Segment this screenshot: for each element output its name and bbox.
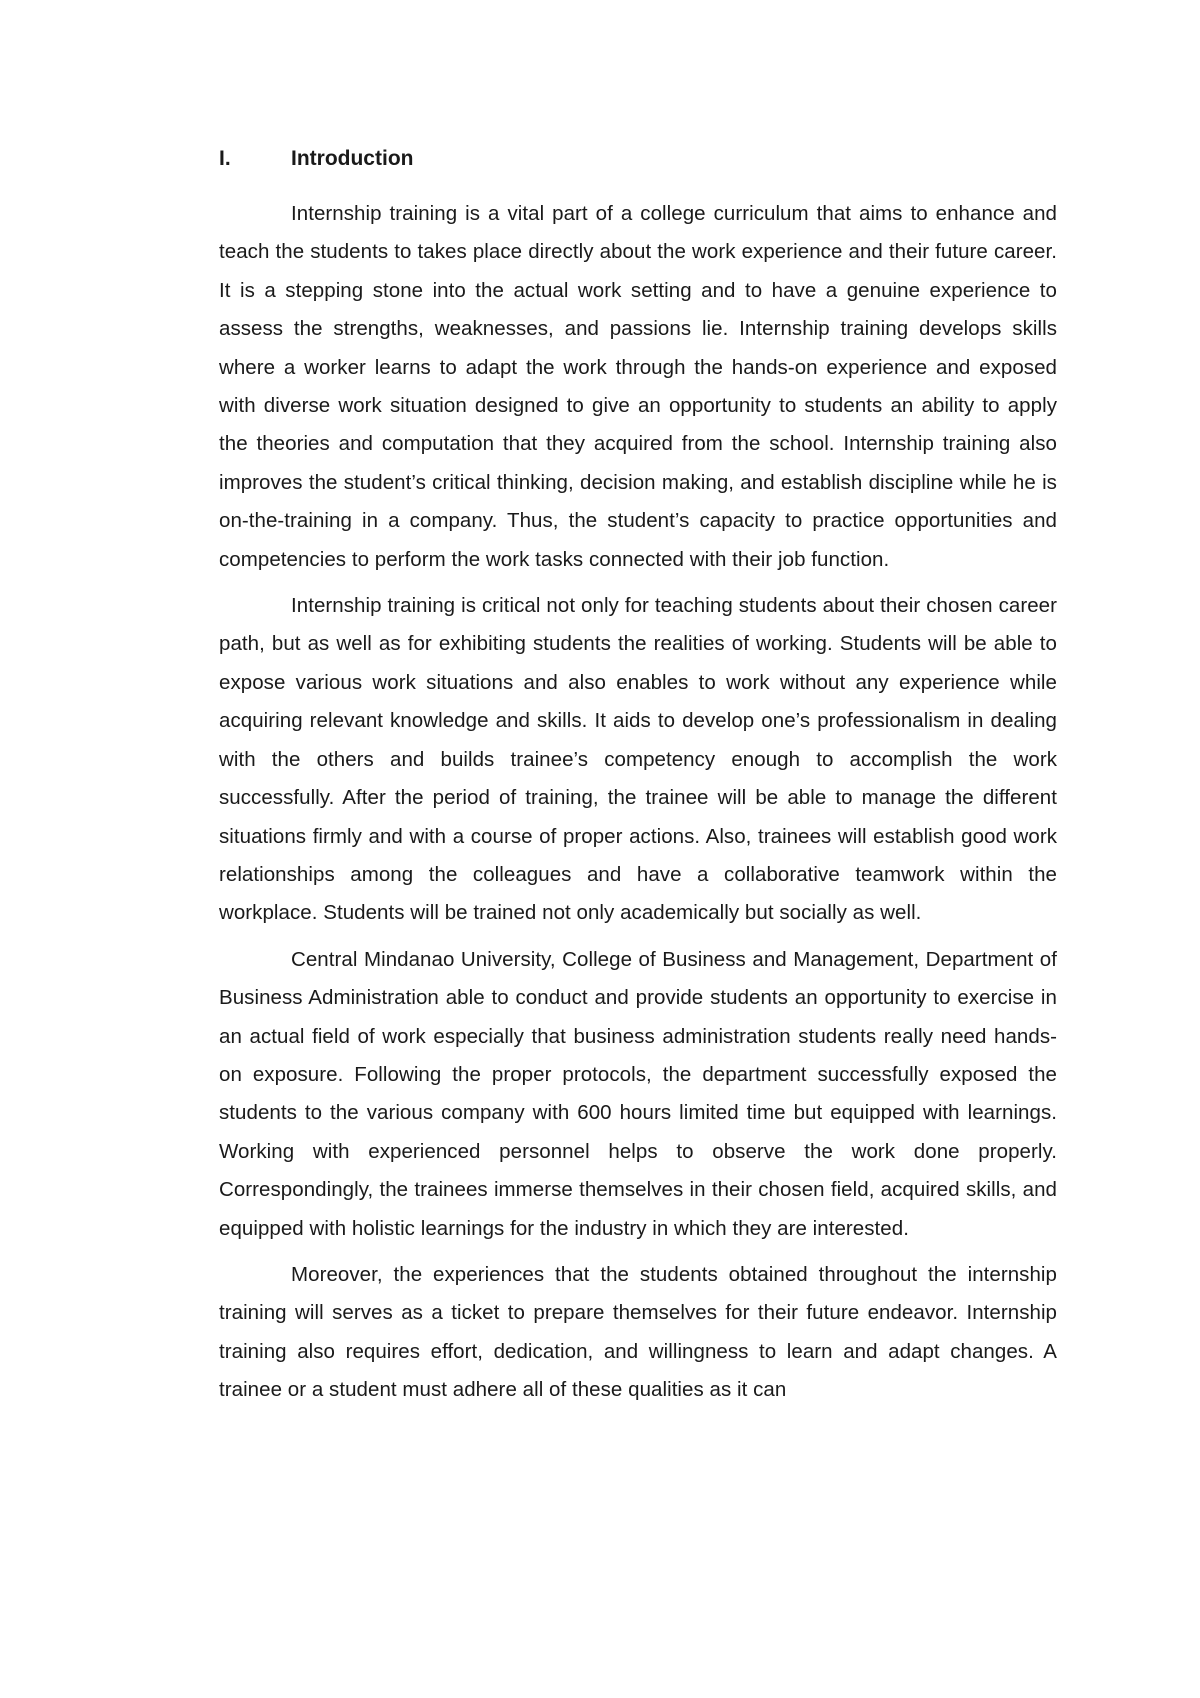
paragraph-3: Central Mindanao University, College of Business and Management, Department of Business Administration able to conduct and provide students an opportunity to exercise in an actual field of work especially that business administration students really need hands-on exposure. Following the proper protocols, the department successfully exposed the students to the various company with 600 hours limited time but equipped with learnings. Working with experienced personnel helps to observe the work done properly. Correspondingly, the trainees immerse themselves in their chosen field, acquired skills, and equipped with holistic learnings for the industry in which they are interested. xyxy=(219,947,1057,1240)
document-body xyxy=(219,140,1057,1418)
paragraph-1: Internship training is a vital part of a college curriculum that aims to enhance and teach the students to takes place directly about the work experience and their future career. It is a stepping stone into the actual work setting and to have a genuine experience to assess the strengths, weaknesses, and passions lie. Internship training develops skills where a worker learns to adapt the work through the hands-on experience and exposed with diverse work situation designed to give an opportunity to students an ability to apply the theories and computation that they acquired from the school. Internship training also improves the student’s critical thinking, decision making, and establish discipline while he is on-the-training in a company. Thus, the student’s capacity to practice opportunities and competencies to perform the work tasks connected with their job function. xyxy=(219,202,1057,571)
section-title: Introduction xyxy=(291,147,414,170)
section-number: I. xyxy=(219,147,231,170)
section-heading xyxy=(219,140,1057,178)
paragraph-4: Moreover, the experiences that the students obtained throughout the internship training will serves as a ticket to prepare themselves for their future endeavor. Internship training also requires effort, dedication, and willingness to learn and adapt changes. A trainee or a student must adhere all of these qualities as it can xyxy=(219,1262,1057,1402)
paragraph-2: Internship training is critical not only for teaching students about their chosen career path, but as well as for exhibiting students the realities of working. Students will be able to expose various work situations and also enables to work without any experience while acquiring relevant knowledge and skills. It aids to develop one’s professionalism in dealing with the others and builds trainee’s competency enough to accomplish the work successfully. After the period of training, the trainee will be able to manage the different situations firmly and with a course of proper actions. Also, trainees will establish good work relationships among the colleagues and have a collaborative teamwork within the workplace. Students will be trained not only academically but socially as well. xyxy=(219,594,1057,925)
